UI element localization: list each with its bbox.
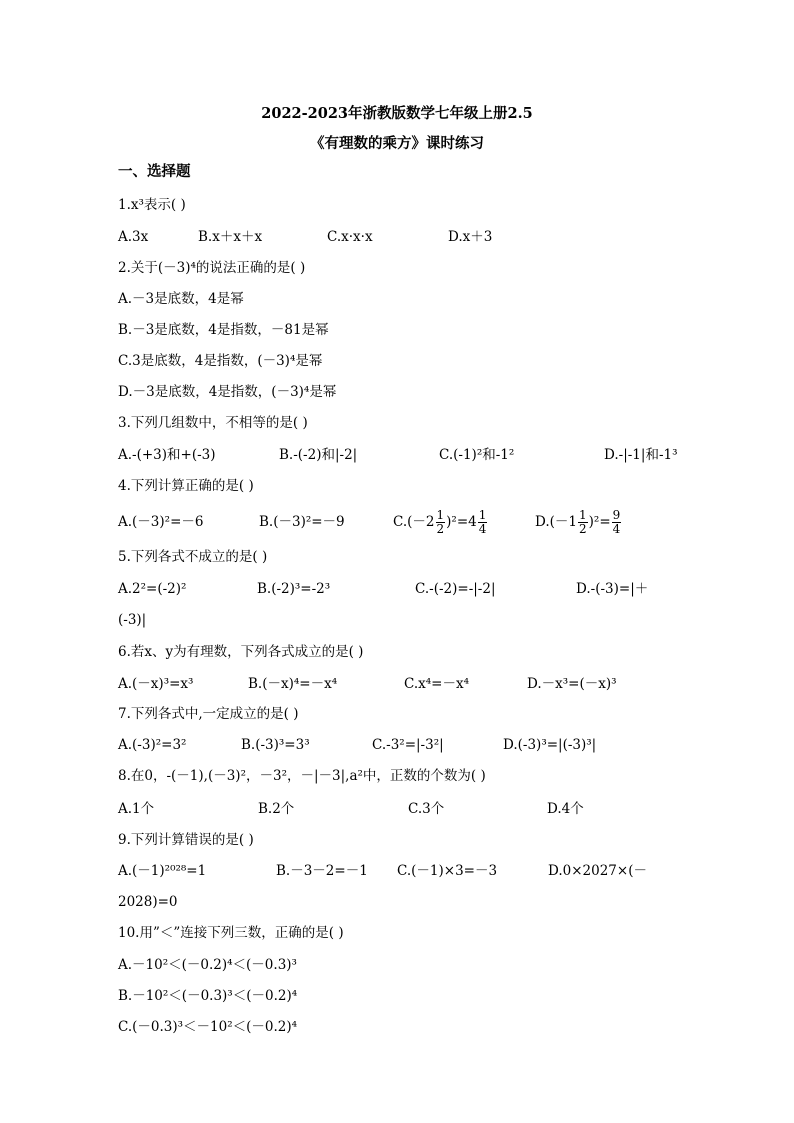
question-2-option-b: B.－3是底数，4是指数，－81是幂 [118, 322, 329, 338]
question-4-option-c [393, 505, 488, 539]
question-9-option-d-wrap: 2028)=0 [118, 894, 178, 910]
question-2-stem: 2.关于(－3)⁴的说法正确的是( ) [118, 260, 306, 276]
question-5-option-c: C.-(-2)=-|-2| [415, 581, 496, 597]
fraction-numerator: 9 [612, 508, 621, 522]
question-1-option-c: C.x·x·x [327, 229, 373, 245]
question-1-option-b: B.x＋x＋x [198, 229, 263, 245]
question-6-option-b: B.(－x)⁴=－x⁴ [248, 676, 338, 692]
question-5-option-b: B.(-2)³=-2³ [257, 581, 331, 597]
question-10-option-a: A.－10²＜(－0.2)⁴＜(－0.3)³ [118, 957, 297, 973]
question-8-stem: 8.在0，-(－1),(－3)²，－3²，－|－3|,a²中，正数的个数为( ) [118, 768, 486, 784]
fraction-denominator: 2 [436, 522, 445, 536]
question-6-option-d: D.－x³=(－x)³ [527, 676, 617, 692]
question-3-option-d: D.-|-1|和-1³ [604, 447, 678, 463]
question-6-stem: 6.若x、y为有理数，下列各式成立的是( ) [118, 644, 364, 660]
question-8-option-b: B.2个 [258, 801, 295, 817]
fraction-numerator: 1 [436, 508, 445, 522]
question-5-option-d: D.-(-3)=|＋ [576, 581, 649, 597]
question-5-option-d-wrap: (-3)| [118, 612, 147, 628]
question-4-option-b: B.(－3)²=－9 [259, 514, 345, 530]
question-9-option-c: C.(－1)×3=－3 [397, 863, 498, 879]
fraction-numerator: 1 [579, 508, 587, 522]
question-3-stem: 3.下列几组数中，不相等的是( ) [118, 415, 308, 431]
question-4-stem: 4.下列计算正确的是( ) [118, 478, 254, 494]
fraction-numerator: 1 [478, 508, 487, 522]
question-4-option-d [535, 505, 622, 539]
question-8-option-d: D.4个 [547, 801, 584, 817]
question-10-option-b: B.－10²＜(－0.3)³＜(－0.2)⁴ [118, 988, 298, 1004]
question-1-stem: 1.x³表示( ) [118, 197, 186, 213]
question-2-option-a: A.－3是底数，4是幂 [118, 291, 244, 307]
question-1-option-d: D.x＋3 [448, 229, 493, 245]
question-6-option-a: A.(－x)³=x³ [118, 676, 194, 692]
question-7-option-d: D.(-3)³=|(-3)³| [503, 737, 597, 753]
question-6-option-c: C.x⁴=－x⁴ [404, 676, 470, 692]
question-10-option-c: C.(－0.3)³＜－10²＜(－0.2)⁴ [118, 1019, 298, 1035]
document-title: 2022-2023年浙教版数学七年级上册2.5 [261, 105, 533, 122]
question-7-option-a: A.(-3)²=3² [118, 737, 187, 753]
question-8-option-a: A.1个 [118, 801, 155, 817]
question-2-option-d: D.－3是底数，4是指数，(－3)⁴是幂 [118, 384, 337, 400]
question-1-option-a: A.3x [118, 229, 149, 245]
question-3-option-b: B.-(-2)和|-2| [279, 447, 358, 463]
question-4-option-c-prefix: C.(－2 [393, 514, 435, 530]
question-4-option-d-result-fraction [612, 509, 622, 536]
question-5-option-a: A.2²=(-2)² [118, 581, 187, 597]
question-7-stem: 7.下列各式中,一定成立的是( ) [118, 706, 299, 722]
question-7-option-c: C.-3²=|-3²| [372, 737, 444, 753]
question-4-option-a: A.(－3)²=－6 [118, 514, 204, 530]
section-heading: 一、选择题 [118, 163, 191, 180]
question-10-stem: 10.用”＜”连接下列三数，正确的是( ) [118, 925, 344, 941]
question-4-option-c-fraction [436, 509, 446, 536]
question-2-option-c: C.3是底数，4是指数，(－3)⁴是幂 [118, 353, 323, 369]
question-4-option-d-tail: )²= [588, 514, 611, 530]
fraction-denominator: 2 [579, 522, 587, 536]
question-9-option-d: D.0×2027×(－ [548, 863, 647, 879]
question-8-option-c: C.3个 [408, 801, 445, 817]
question-4-option-c-tail: )²=4 [446, 514, 477, 530]
question-9-option-b: B.－3－2=－1 [276, 863, 368, 879]
fraction-denominator: 4 [612, 522, 621, 536]
question-7-option-b: B.(-3)³=3³ [241, 737, 310, 753]
question-9-option-a: A.(－1)²⁰²⁸=1 [118, 863, 207, 879]
question-3-option-c: C.(-1)²和-1² [439, 447, 515, 463]
question-5-stem: 5.下列各式不成立的是( ) [118, 549, 268, 565]
document-subtitle: 《有理数的乘方》课时练习 [310, 135, 484, 152]
question-3-option-a: A.-(+3)和+(-3) [118, 447, 216, 463]
question-4-option-d-prefix: D.(－1 [535, 514, 577, 530]
question-4-option-d-fraction [578, 509, 588, 536]
fraction-denominator: 4 [478, 522, 487, 536]
question-4-option-c-result-fraction [478, 509, 488, 536]
question-9-stem: 9.下列计算错误的是( ) [118, 832, 254, 848]
